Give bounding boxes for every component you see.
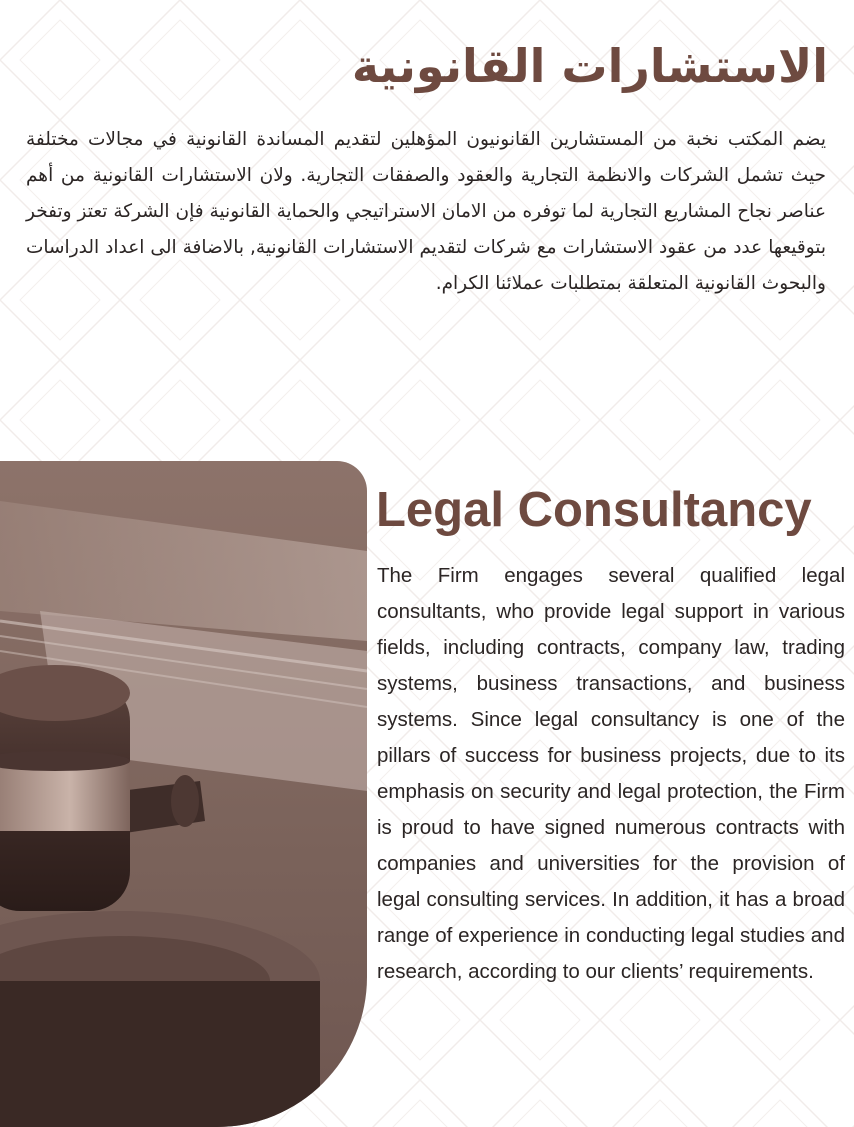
english-body: The Firm engages several qualified legal consultants, who provide legal support in various fields, including contracts, company law, trading systems, business transactions, and business systems. Since legal consultancy is one of the pillars of success for business projects, due to its emphasis on security and legal protection, the Firm is proud to have signed numerous contracts with companies and universities for the provision of legal consulting services. In addition, it has a broad range of experience in conducting legal studies and research, according to our clients’ requirements. <box>377 564 845 983</box>
english-title: Legal Consultancy <box>376 483 812 537</box>
arabic-title: الاستشارات القانونية <box>351 39 828 93</box>
gavel-photo-panel <box>0 461 367 1127</box>
arabic-body: يضم المكتب نخبة من المستشارين القانونيون المؤهلين لتقديم المساندة القانونية في مجالات مختلفة حيث تشمل الشركات والانظمة التجارية والعقود والصفقات التجارية. ولان الاستشارات القانونية من أهم عناصر نجاح المشاريع التجارية لما توفره من الامان الاستراتيجي والحماية القانونية فإن الشركة تعتز وتفخر بتوقيعها عدد من عقود الاستشارات مع شركات لتقديم الاستشارات القانونية, بالاضافة الى اعداد الدراسات والبحوث القانونية المتعلقة بمتطلبات عملائنا الكرام. <box>26 129 826 294</box>
gavel-image <box>0 461 367 1127</box>
